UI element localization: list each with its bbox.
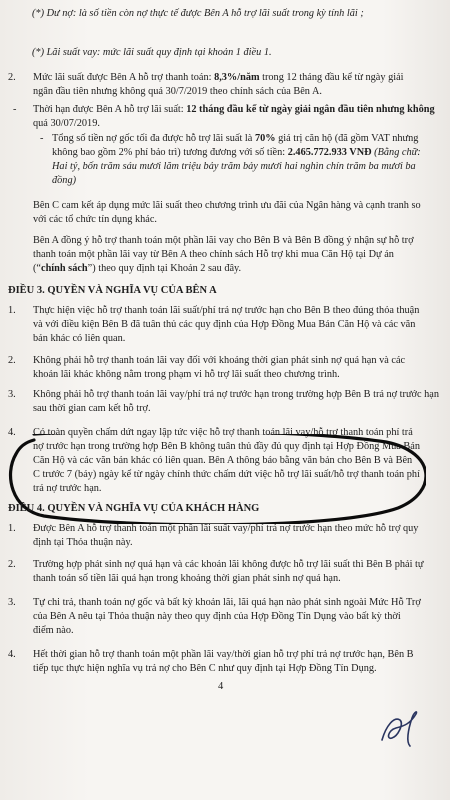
article-4-heading: ĐIỀU 4. QUYỀN VÀ NGHĨA VỤ CỦA KHÁCH HÀNG — [8, 503, 260, 514]
para-bank-line-1: Bên C cam kết áp dụng mức lãi suất theo chương trình ưu đãi của Ngân hàng và cạnh tranh so — [33, 200, 421, 211]
a4-item-2-number: 2. — [8, 559, 16, 570]
sub-bullet-line-4: đồng) — [52, 175, 77, 186]
para-bank-line-2: với các tổ chức tín dụng khác. — [33, 214, 157, 225]
page-number: 4 — [218, 681, 224, 692]
a4-item-1-line: Được Bên A hỗ trợ thanh toán một phần lãi suất vay/phí trả nợ trước hạn theo mức hỗ trợ quy — [33, 523, 419, 534]
a4-item-2-line: thanh toán số tiền lãi quá hạn trong khoảng thời gian phát sinh nợ quá hạn. — [33, 573, 341, 584]
para-support-line-2: thanh toán một phần lãi vay từ Bên A theo chính sách Hỗ trợ khi mua Căn Hộ tại Dự án — [33, 249, 394, 260]
definition-outstanding: (*) Dư nợ: là số tiền còn nợ thực tế được Bên A hỗ trợ lãi suất trong kỳ tính lãi ; — [32, 8, 364, 19]
a4-item-3-line: điểm nào. — [33, 625, 74, 636]
sub-bullet-line-1: Tổng số tiền nợ gốc tối đa được hỗ trợ lãi suất là 70% giá trị căn hộ (đã gồm VAT nhưng — [52, 133, 419, 144]
item-2-number: 2. — [8, 72, 16, 83]
a3-item-1-number: 1. — [8, 305, 16, 316]
item-2-line-1: Mức lãi suất được Bên A hỗ trợ thanh toán: 8,3%/năm trong 12 tháng đầu kể từ ngày giải — [33, 72, 404, 83]
item-2-line-2: ngân đầu tiên nhưng không quá 30/7/2019 theo chính sách của Bên A. — [33, 86, 322, 97]
a3-item-2-number: 2. — [8, 355, 16, 366]
sub-bullet-line-2: không bao gồm 2% phí bảo trì) tương đương với số tiền: 2.465.772.933 VNĐ (Bằng chữ: — [52, 147, 421, 158]
a3-item-1-line: Thực hiện việc hỗ trợ thanh toán lãi suất/phí trả nợ trước hạn cho Bên B theo đúng thỏa thuận — [33, 305, 420, 316]
a3-item-4-line: Có toàn quyền chấm dứt ngay lập tức việc hỗ trợ thanh toán lãi vay/hỗ trợ thanh toán phí trả — [33, 427, 413, 438]
a3-item-3-line: sau thời gian cam kết hỗ trợ. — [33, 403, 151, 414]
para-support-line-3: (“chính sách”) theo quy định tại Khoản 2 sau đây. — [33, 263, 242, 274]
a4-item-4-line: Hết thời gian hỗ trợ thanh toán một phần lãi vay/thời gian hỗ trợ phí trả nợ trước hạn, Bên B — [33, 649, 414, 660]
term-line-1: Thời hạn được Bên A hỗ trợ lãi suất: 12 tháng đầu kể từ ngày giải ngân đầu tiên nhưng không — [33, 104, 435, 115]
a4-item-4-number: 4. — [8, 649, 16, 660]
a4-item-3-line: của Bên A nêu tại Thỏa thuận này theo quy định của Hợp Đồng Tín Dụng vào bất kỳ thời — [33, 611, 401, 622]
definition-interest-rate: (*) Lãi suất vay: mức lãi suất quy định tại khoản 1 điều 1. — [32, 47, 272, 58]
a4-item-1-number: 1. — [8, 523, 16, 534]
a3-item-4-number: 4. — [8, 427, 16, 438]
article-3-heading: ĐIỀU 3. QUYỀN VÀ NGHĨA VỤ CỦA BÊN A — [8, 285, 217, 296]
a3-item-4-line: trả nợ trước hạn. — [33, 483, 102, 494]
handwritten-initials — [376, 706, 426, 750]
a3-item-4-line: nợ trước hạn trong trường hợp Bên B không tuân thủ đầy đủ quy định tại Hợp Đồng Mua Bán — [33, 441, 421, 452]
a3-item-2-line: Không phải hỗ trợ thanh toán lãi vay đối với khoảng thời gian phát sinh nợ quá hạn và các — [33, 355, 406, 366]
bullet-mark: - — [13, 104, 17, 115]
a3-item-4-line: Căn Hộ và các văn bản khác có liên quan. Bên A thông báo bằng văn bản cho Bên B và Bên — [33, 455, 413, 466]
term-line-2: quá 30/07/2019. — [33, 118, 100, 129]
a4-item-3-line: Tự chi trả, thanh toán nợ gốc và bất kỳ khoản lãi, lãi quá hạn nào phát sinh ngoài Mức Hỗ Trợ — [33, 597, 421, 608]
a3-item-1-line: bản khác có liên quan. — [33, 333, 126, 344]
a3-item-2-line: khoản lãi khác không nằm trong phạm vi hỗ trợ lãi suất theo chương trình. — [33, 369, 340, 380]
a4-item-2-line: Trường hợp phát sinh nợ quá hạn và các khoản lãi không được hỗ trợ lãi suất thì Bên B phải tự — [33, 559, 424, 570]
a3-item-1-line: và với điều kiện Bên B đã tuân thủ các quy định của Hợp Đồng Mua Bán Căn Hộ và các văn — [33, 319, 416, 330]
a4-item-1-line: định tại Thỏa thuận này. — [33, 537, 133, 548]
sub-bullet-mark: - — [40, 133, 44, 144]
a3-item-3-number: 3. — [8, 389, 16, 400]
a3-item-3-line: Không phải hỗ trợ thanh toán lãi vay/phí trả nợ trước hạn trong trường hợp Bên B trả nợ trước hạn — [33, 389, 440, 400]
sub-bullet-line-3: Hai tỷ, bốn trăm sáu mươi lăm triệu bảy trăm bảy mươi hai nghìn chín trăm ba mươi ba — [52, 161, 416, 172]
a4-item-3-number: 3. — [8, 597, 16, 608]
a3-item-4-line: C trước 7 (bảy) ngày kể từ ngày chính thức chấm dứt việc hỗ trợ lãi suất/hỗ trợ thanh toán phí — [33, 469, 420, 480]
a4-item-4-line: tiếp tục thực hiện nghĩa vụ trả nợ cho Bên C như quy định tại Hợp Đồng Tín Dụng. — [33, 663, 377, 674]
para-support-line-1: Bên A đồng ý hỗ trợ thanh toán một phần lãi vay cho Bên B và Bên B đồng ý nhận sự hỗ trợ — [33, 235, 414, 246]
